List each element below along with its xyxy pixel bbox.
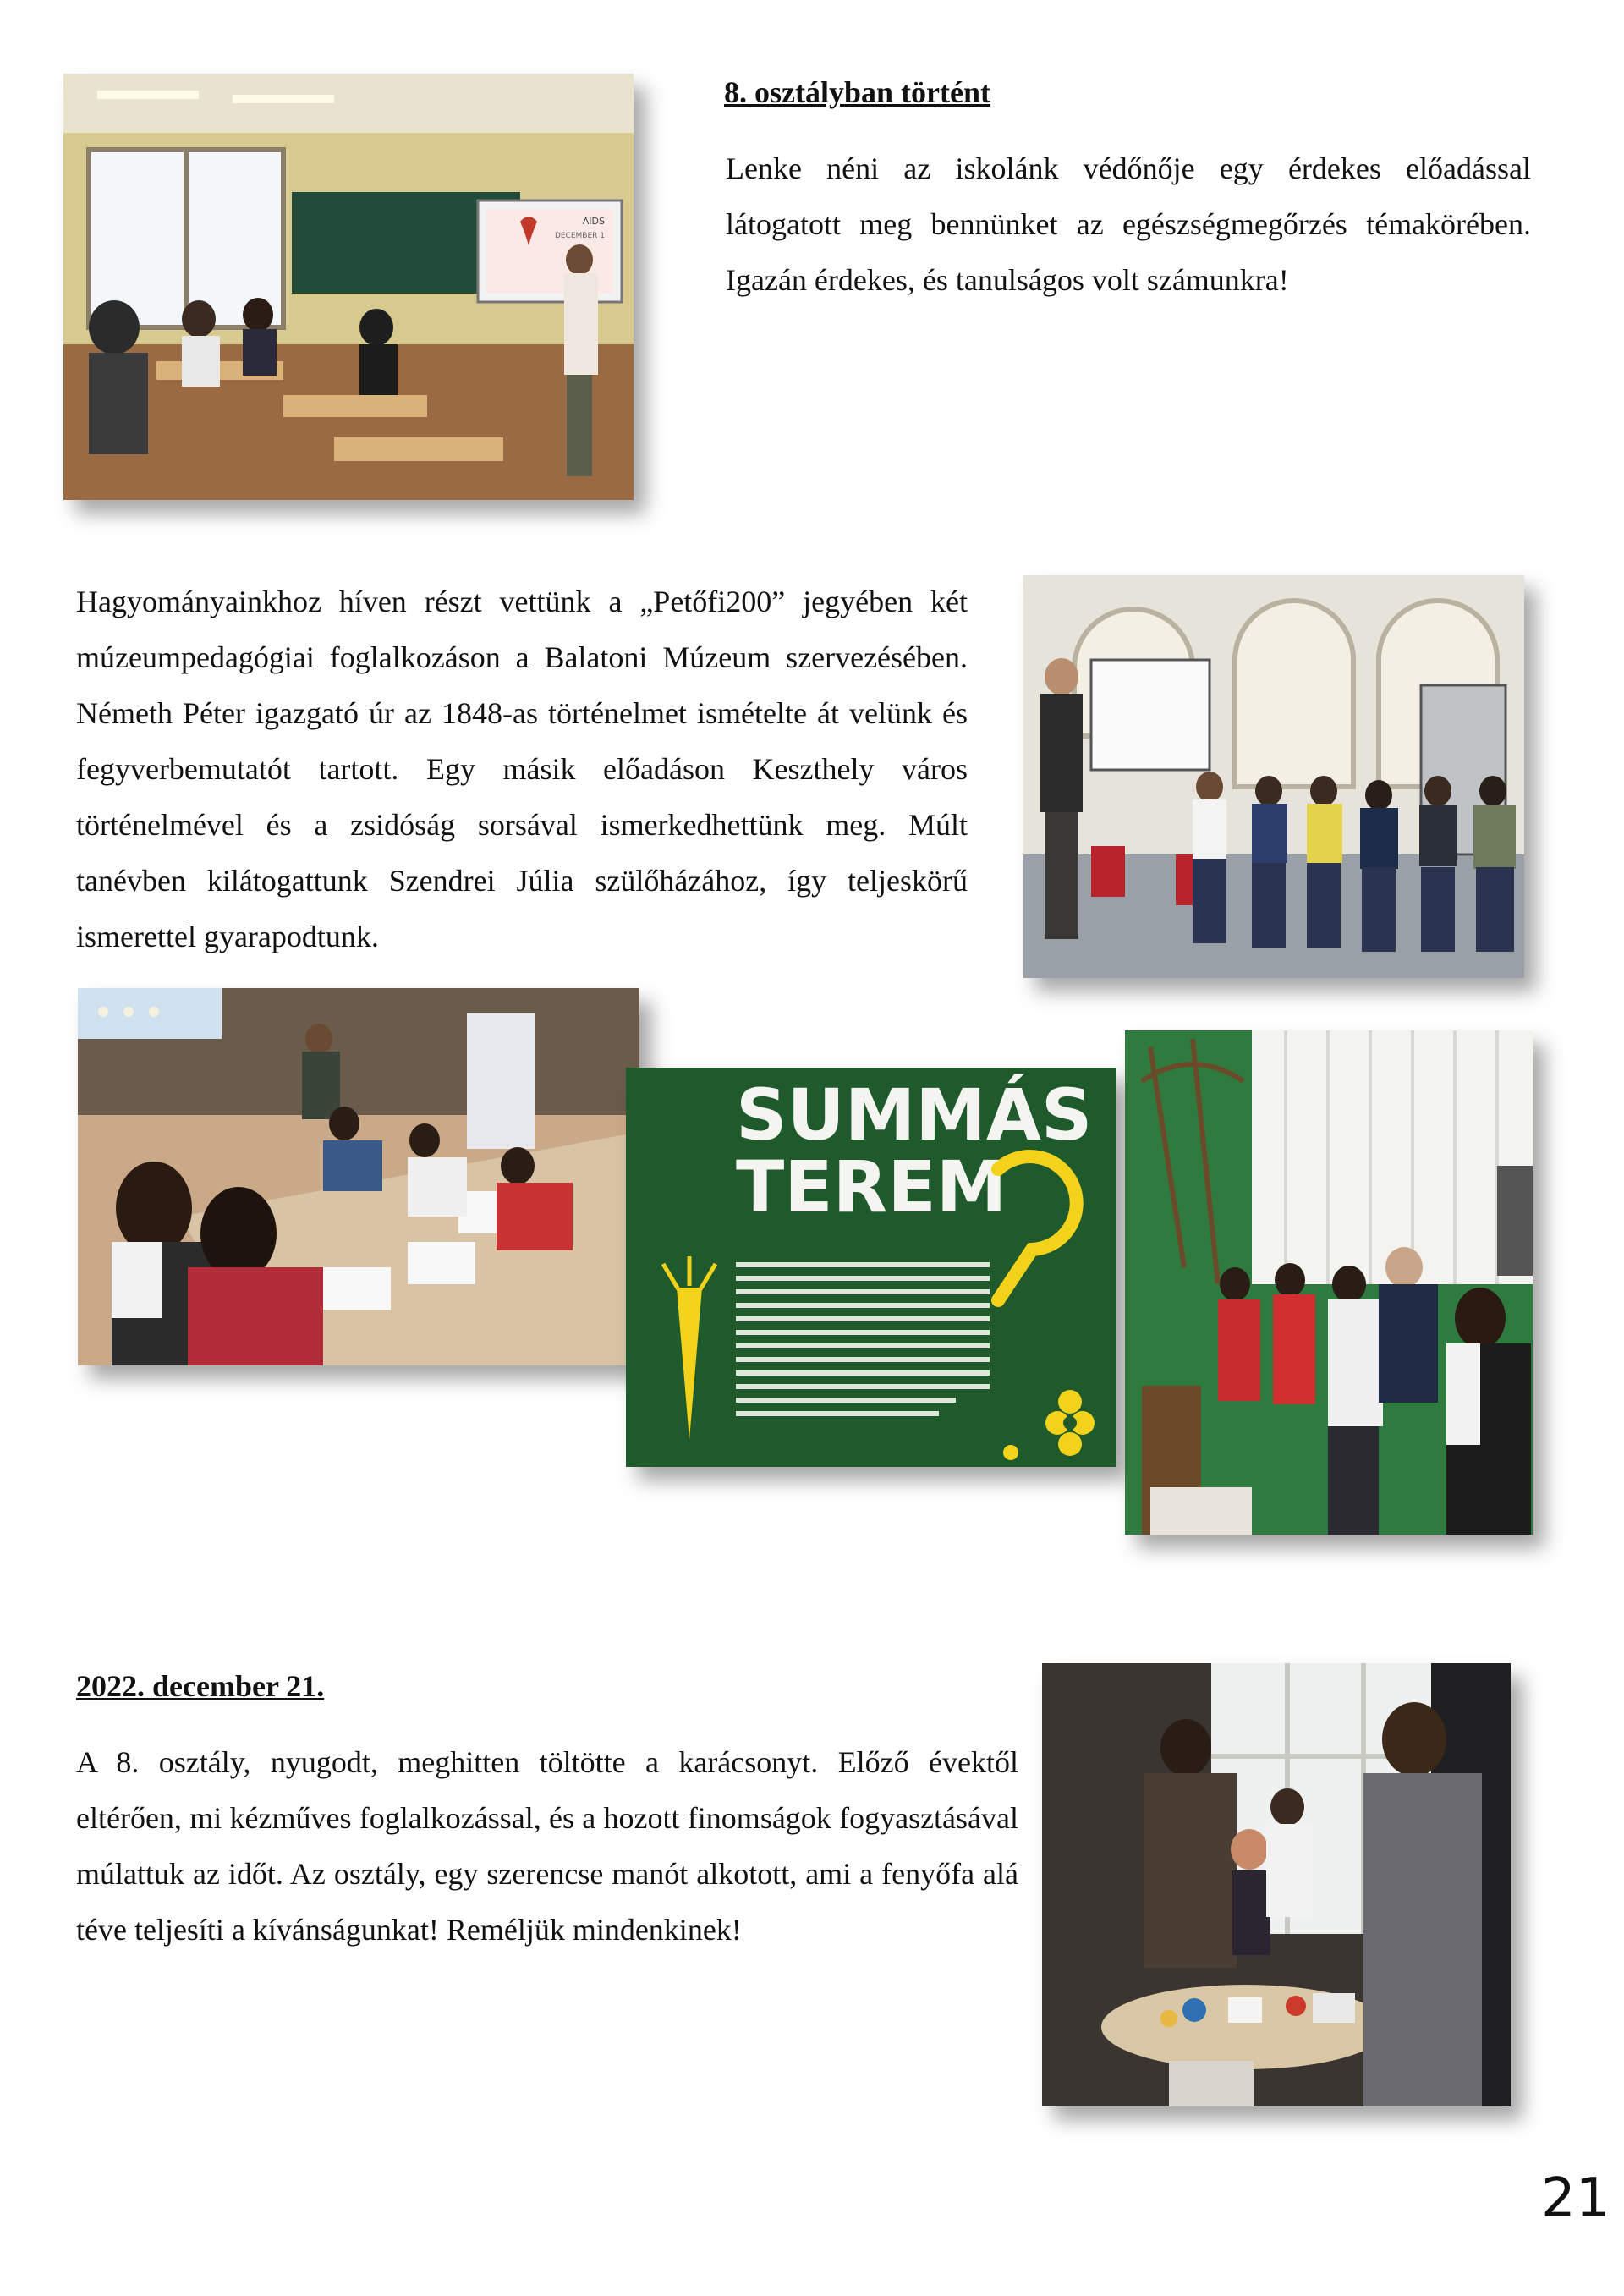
- slide-subtitle: DECEMBER 1: [554, 232, 605, 240]
- section3-heading: 2022. december 21.: [76, 1669, 325, 1703]
- section2-paragraph: Hagyományainkhoz híven részt vettünk a „Petőfi200” jegyében két múzeumpedagógiai foglalkozáson a Balatoni Múzeum szervezésében. Németh Péter igazgató úr az 1848-as történelmet ismételte át velünk és fegyverbemutatót tartott. Egy másik előadáson Keszthely város történelmével és a zsidóság sorsával ismerkedhettünk meg. Múlt tanévben kilátogattunk Szendrei Júlia szülőházához, így teljeskörű ismerettel gyarapodtunk.: [76, 585, 968, 953]
- museum-workshop-photo: [78, 988, 639, 1365]
- section1-paragraph: Lenke néni az iskolánk védőnője egy érdekes előadással látogatott meg bennünket az egészségmegőrzés témakörében. Igazán érdekes, és tanulságos volt számunkra!: [726, 151, 1531, 297]
- section1-heading: 8. osztályban történt: [724, 75, 990, 109]
- section3-paragraph: A 8. osztály, nyugodt, meghitten töltötte a karácsonyt. Előző évektől eltérően, mi kézműves foglalkozással, és a hozott finomságok fogyasztásával múlattuk az időt. Az osztály, egy szerencse manót alkotott, ami a fenyőfa alá téve teljesíti a kívánságunkat! Reméljük mindenkinek!: [76, 1745, 1018, 1947]
- poster-title-line2: TEREM: [736, 1145, 1007, 1228]
- poster-title-line1: SUMMÁS: [736, 1074, 1093, 1156]
- museum-lecture-photo: [1023, 575, 1524, 978]
- classroom-lecture-photo: [63, 74, 634, 500]
- page-number: 21: [1541, 2167, 1610, 2230]
- summas-terem-poster: [626, 1068, 1116, 1467]
- slide-title: AIDS: [582, 216, 605, 227]
- exhibit-visit-photo: [1125, 1030, 1533, 1535]
- christmas-craft-photo: [1042, 1663, 1511, 2106]
